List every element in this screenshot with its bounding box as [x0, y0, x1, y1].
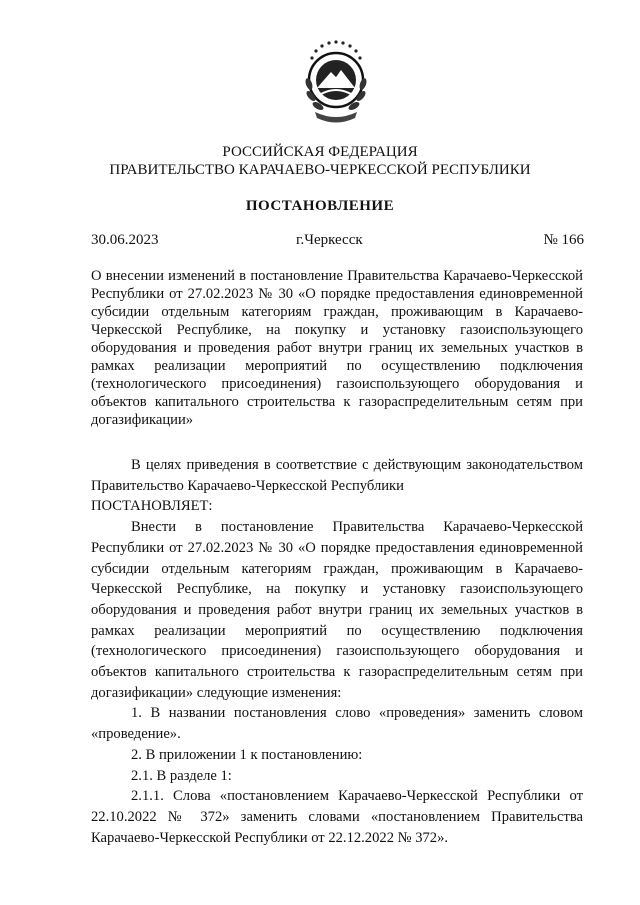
- body-paragraph: 2.1. В разделе 1:: [131, 767, 232, 784]
- body-paragraph: 2. В приложении 1 к постановлению:: [131, 746, 363, 763]
- coat-of-arms-icon: [301, 36, 371, 132]
- header-government: ПРАВИТЕЛЬСТВО КАРАЧАЕВО-ЧЕРКЕССКОЙ РЕСПУБЛИКИ: [109, 162, 531, 178]
- header-country: РОССИЙСКАЯ ФЕДЕРАЦИЯ: [222, 144, 418, 160]
- body-paragraph: 2.1.1. Слова «постановлением Карачаево-Черкесской Республики от 22.10.2022 № 372» заменить словами «постановлением Правительства Карачаево-Черкесской Республики от 22.12.2022 № 372».: [91, 788, 583, 846]
- body-paragraph: 1. В названии постановления слово «проведения» заменить словом «проведение».: [91, 705, 583, 743]
- document-type: ПОСТАНОВЛЕНИЕ: [245, 198, 395, 214]
- document-body: [91, 455, 583, 848]
- body-paragraph: Внести в постановление Правительства Карачаево-Черкесской Республики от 27.02.2023 № 30 «О порядке предоставления единовременной субсидии отдельным категориям граждан, проживающим в Карачаево-Черкесской Республике, на покупку и установку газоиспользующего оборудования и проведения работ внутри границ их земельных участков в рамках реализации мероприятий по осуществлению подключения (технологического присоединения) газоиспользующего оборудования и объектов капитального строительства к газораспределительным сетям при догазификации» следующие изменения:: [91, 519, 583, 701]
- document-date: 30.06.2023: [91, 232, 159, 248]
- document-number: № 166: [543, 232, 584, 248]
- document-title: О внесении изменений в постановление Правительства Карачаево-Черкесской Республики от 27.02.2023 № 30 «О порядке предоставления единовременной субсидии отдельным категориям граждан, проживающим в Карачаево-Черкесской Республике, на покупку и установку газоиспользующего оборудования и проведения работ внутри границ их земельных участков в рамках реализации мероприятий по осуществлению подключения (технологического присоединения) газоиспользующего оборудования и объектов капитального строительства к газораспределительным сетям при догазификации»: [91, 268, 583, 428]
- preamble-paragraph: В целях приведения в соответствие с действующим законодательством Правительство Карачаево-Черкесской Республики: [91, 457, 583, 494]
- document-city: г.Черкесск: [296, 232, 363, 248]
- resolves-heading: ПОСТАНОВЛЯЕТ:: [91, 498, 213, 515]
